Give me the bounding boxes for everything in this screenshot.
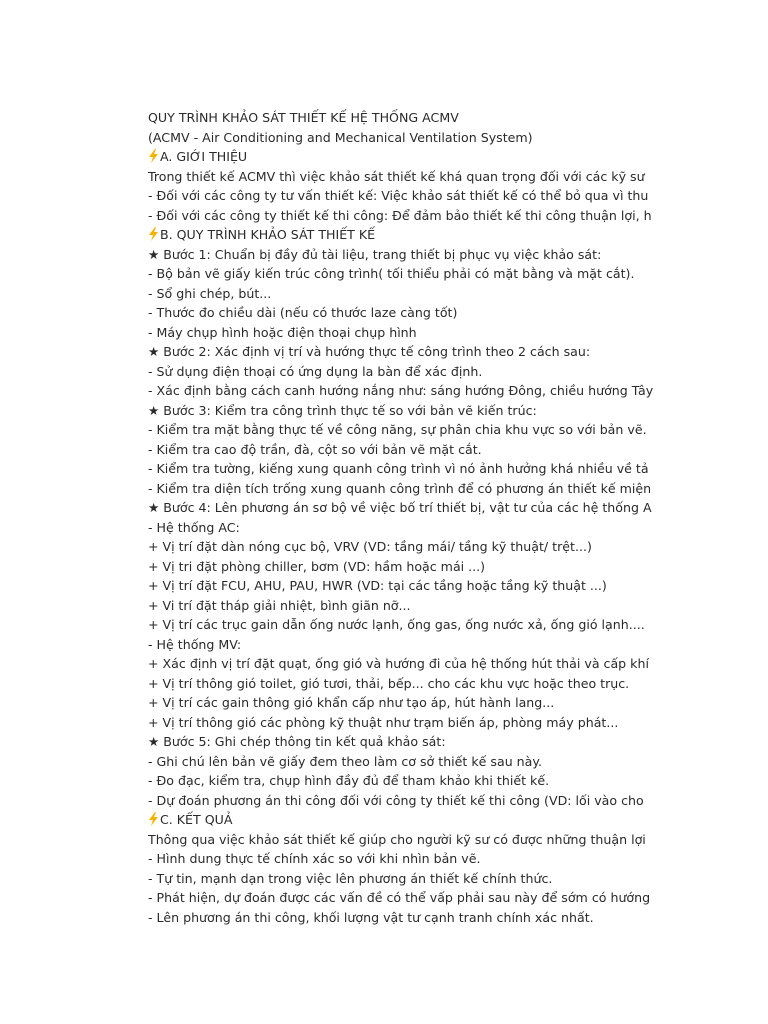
text-line: + Vị trí các gain thông gió khẩn cấp như tạo áp, hút hành lang... (148, 695, 555, 710)
text-line: + Vị trí các trục gain dẫn ống nước lạnh, ống gas, ống nước xả, ống gió lạnh.... (148, 617, 645, 632)
text-line: ★ Bước 1: Chuẩn bị đầy đủ tài liệu, trang thiết bị phục vụ việc khảo sát: (148, 246, 602, 262)
text-line: - Đối với các công ty tư vấn thiết kế: Việc khảo sát thiết kế có thể bỏ qua vì thu (148, 188, 649, 203)
text-line: - Phát hiện, dự đoán được các vấn đề có thể vấp phải sau này để sớm có hướng (148, 890, 651, 905)
section-a-body (148, 167, 671, 226)
text-line: - Sử dụng điện thoại có ứng dụng la bàn để xác định. (148, 363, 483, 379)
text-line: Thông qua việc khảo sát thiết kế giúp cho người kỹ sư có được những thuận lợi (148, 831, 646, 847)
text-line: - Ghi chú lên bản vẽ giấy đem theo làm cơ sở thiết kế sau này. (148, 753, 543, 769)
document-subtitle: (ACMV - Air Conditioning and Mechanical Ventilation System) (148, 129, 533, 145)
section-c-body (148, 830, 671, 928)
text-line: - Máy chụp hình hoặc điện thoại chụp hình (148, 324, 417, 340)
text-line: - Kiểm tra mặt bằng thực tế về công năng, sự phân chia khu vực so với bản vẽ. (148, 422, 647, 437)
section-a-heading-line (148, 147, 671, 167)
text-line: - Tự tin, mạnh dạn trong việc lên phương án thiết kế chính thức. (148, 870, 553, 886)
text-line: Trong thiết kế ACMV thì việc khảo sát thiết kế khá quan trọng đối với các kỹ sư (148, 168, 645, 184)
high-voltage-icon (148, 812, 159, 826)
text-line: + Vị trí thông gió các phòng kỹ thuật như trạm biến áp, phòng máy phát... (148, 714, 619, 730)
document-title: QUY TRÌNH KHẢO SÁT THIẾT KẾ HỆ THỐNG ACMV (148, 110, 459, 125)
text-line: - Kiểm tra tường, kiếng xung quanh công trình vì nó ảnh hưởng khá nhiều về tả (148, 461, 649, 476)
text-line: - Hệ thống MV: (148, 636, 242, 652)
text-line: - Kiểm tra diện tích trống xung quanh công trình để có phương án thiết kế miện (148, 480, 652, 496)
text-line: - Dự đoán phương án thi công đối với công ty thiết kế thi công (VD: lối vào cho (148, 792, 644, 808)
text-line: - Kiểm tra cao độ trần, đà, cột so với bản vẽ mặt cắt. (148, 441, 482, 457)
text-line: ★ Bước 4: Lên phương án sơ bộ về việc bố trí thiết bị, vật tư của các hệ thống A (148, 500, 652, 515)
text-line: - Đo đạc, kiểm tra, chụp hình đầy đủ để tham khảo khi thiết kế. (148, 773, 550, 788)
text-line: + Vị trí thông gió toilet, gió tươi, thải, bếp... cho các khu vực hoặc theo trục. (148, 675, 630, 691)
text-line: - Xác định bằng cách canh hướng nắng như: sáng hướng Đông, chiều hướng Tây (148, 383, 654, 398)
section-b-heading: B. QUY TRÌNH KHẢO SÁT THIẾT KẾ (160, 227, 376, 242)
high-voltage-icon (148, 227, 159, 241)
text-line: - Bộ bản vẽ giấy kiến trúc công trình( tối thiểu phải có mặt bằng và mặt cắt). (148, 266, 635, 281)
text-line: - Lên phương án thi công, khối lượng vật tư cạnh tranh chính xác nhất. (148, 909, 594, 925)
text-line: - Thước đo chiều dài (nếu có thước laze càng tốt) (148, 305, 458, 320)
text-line: ★ Bước 5: Ghi chép thông tin kết quả khảo sát: (148, 734, 446, 749)
text-line: + Vị trí đặt dàn nóng cục bộ, VRV (VD: tầng mái/ tầng kỹ thuật/ trệt...) (148, 539, 592, 554)
text-line: ★ Bước 3: Kiểm tra công trình thực tế so với bản vẽ kiến trúc: (148, 402, 537, 418)
text-line: + Vị tri đặt phòng chiller, bơm (VD: hầm hoặc mái ...) (148, 558, 486, 574)
section-c-heading-line (148, 810, 671, 830)
section-c-heading: C. KẾT QUẢ (160, 812, 233, 827)
section-a-heading: A. GIỚI THIỆU (160, 149, 248, 164)
text-line: + Vị trí đặt FCU, AHU, PAU, HWR (VD: tại các tầng hoặc tầng kỹ thuật ...) (148, 578, 607, 593)
text-line: - Hình dung thực tế chính xác so với khi nhìn bản vẽ. (148, 851, 481, 866)
text-line: - Hệ thống AC: (148, 519, 240, 535)
section-b-heading-line (148, 225, 671, 245)
text-line: + Vi trí đặt tháp giải nhiệt, bình giãn nỡ... (148, 597, 411, 613)
high-voltage-icon (148, 149, 159, 163)
section-b-body (148, 245, 671, 811)
text-line: - Đối với các công ty thiết kế thi công: Để đảm bảo thiết kế thi công thuận lợi, h (148, 207, 652, 223)
text-line: ★ Bước 2: Xác định vị trí và hướng thực tế công trình theo 2 cách sau: (148, 344, 591, 359)
document-text (148, 108, 671, 927)
text-line: - Sổ ghi chép, bút... (148, 285, 272, 301)
text-line: + Xác định vị trí đặt quạt, ống gió và hướng đi của hệ thống hút thải và cấp khí (148, 656, 649, 671)
